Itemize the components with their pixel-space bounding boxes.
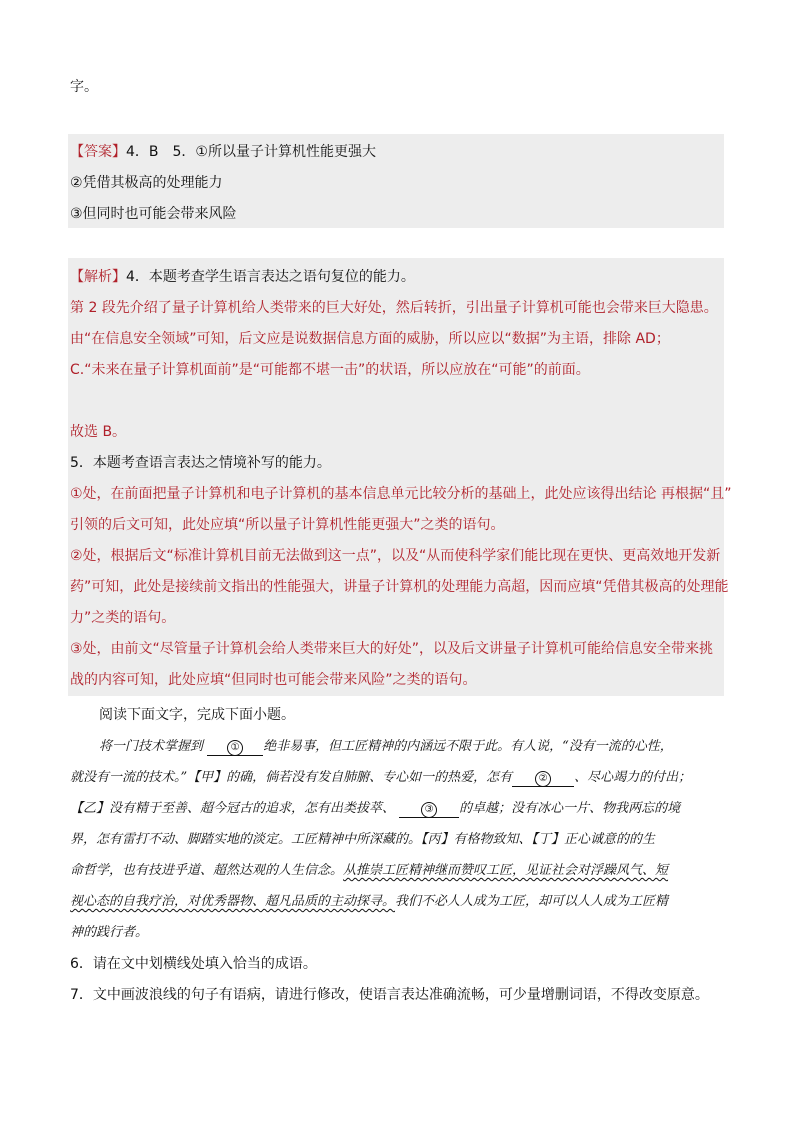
passage-text: 、尽心竭力的付出； bbox=[574, 770, 692, 785]
analysis-q5-p1-a: ①处，在前面把量子计算机和电子计算机的基本信息单元比较分析的基础上，此处应该得出结论 再根据“且” bbox=[70, 486, 732, 502]
passage-text: 的卓越；没有冰心一片、物我两忘的境 bbox=[459, 801, 681, 816]
analysis-q4-p2: 由“在信息安全领域”可知，后文应是说数据信息方面的威胁，所以应以“数据”为主语，排除 AD； bbox=[70, 331, 670, 347]
analysis-q4-conclusion: 故选 B。 bbox=[70, 424, 127, 440]
blank-3-number: ③ bbox=[421, 802, 437, 818]
wavy-sentence: 视心态的自我疗治，对优秀器物、超凡品质的主动探寻。 bbox=[70, 894, 396, 909]
passage-text: 命哲学，也有技进乎道、超然达观的人生信念。 bbox=[70, 863, 344, 878]
passage-line-4: 界，怎有雷打不动、脚踏实地的淡定。工匠精神中所深藏的。【丙】有格物致知、【丁】正心诚意的的生 bbox=[70, 832, 656, 847]
answer-line-2: ②凭借其极高的处理能力 bbox=[70, 175, 223, 191]
blank-1-number: ① bbox=[227, 740, 243, 756]
passage-line-1 bbox=[99, 737, 673, 757]
blank-1 bbox=[207, 737, 263, 756]
answer-tag: 【答案】 bbox=[70, 144, 126, 160]
blank-2 bbox=[512, 768, 574, 787]
analysis-q4-intro bbox=[70, 267, 415, 287]
passage-text: 【乙】没有精于至善、超今冠古的追求，怎有出类拔萃、 bbox=[70, 801, 396, 816]
passage-text: 我们不必人人成为工匠，却可以人人成为工匠精 bbox=[395, 894, 669, 909]
analysis-q5-intro: 5．本题考查语言表达之情境补写的能力。 bbox=[70, 455, 331, 471]
analysis-box bbox=[68, 258, 724, 696]
passage-line-3 bbox=[70, 799, 680, 819]
answer-line-3: ③但同时也可能会带来风险 bbox=[70, 206, 237, 222]
passage-text: 绝非易事，但工匠精神的内涵远不限于此。有人说，“没有一流的心性， bbox=[263, 739, 673, 754]
analysis-q4-intro-text: 4．本题考查学生语言表达之语句复位的能力。 bbox=[126, 269, 415, 285]
passage-line-6 bbox=[70, 892, 668, 912]
reading-instruction: 阅读下面文字，完成下面小题。 bbox=[99, 707, 295, 723]
continued-text: 字。 bbox=[70, 79, 98, 95]
analysis-q5-p2-a: ②处，根据后文“标准计算机目前无法做到这一点”，以及“从而使科学家们能比现在更快、更高效地开发新 bbox=[70, 548, 721, 564]
analysis-tag: 【解析】 bbox=[70, 269, 126, 285]
analysis-q5-p1-b: 引领的后文可知，此处应填“所以量子计算机性能更强大”之类的语句。 bbox=[70, 517, 505, 533]
blank-3 bbox=[399, 799, 459, 818]
blank-2-number: ② bbox=[535, 771, 551, 787]
analysis-q4-p1: 第 2 段先介绍了量子计算机给人类带来的巨大好处，然后转折，引出量子计算机可能也会带来巨大隐患。 bbox=[70, 300, 718, 316]
analysis-q5-p3-b: 战的内容可知，此处应填“但同时也可能会带来风险”之类的语句。 bbox=[70, 672, 477, 688]
analysis-q5-p2-b: 药”可知，此处是接续前文指出的性能强大，讲量子计算机的处理能力高超，因而应填“凭借其极高的处理能 bbox=[70, 579, 729, 595]
passage-line-2 bbox=[70, 768, 691, 788]
analysis-q5-p3-a: ③处，由前文“尽管量子计算机会给人类带来巨大的好处”，以及后文讲量子计算机可能给信息安全带来挑 bbox=[70, 641, 714, 657]
question-7: 7．文中画波浪线的句子有语病，请进行修改，使语言表达准确流畅，可少量增删词语，不得改变原意。 bbox=[70, 987, 709, 1003]
question-6: 6．请在文中划横线处填入恰当的成语。 bbox=[70, 956, 317, 972]
wavy-sentence: 从推崇工匠精神继而赞叹工匠，见证社会对浮躁风气、短 bbox=[343, 863, 669, 878]
analysis-q4-p3: C.“未来在量子计算机面前”是“可能都不堪一击”的状语，所以应放在“可能”的前面。 bbox=[70, 362, 590, 378]
passage-text: 将一门技术掌握到 bbox=[99, 739, 204, 754]
passage-text: 就没有一流的技术。”【甲】的确，倘若没有发自肺腑、专心如一的热爱，怎有 bbox=[70, 770, 513, 785]
analysis-q5-p2-c: 力”之类的语句。 bbox=[70, 610, 176, 626]
passage-line-5 bbox=[70, 861, 668, 881]
answer-text-1: 4．B 5．①所以量子计算机性能更强大 bbox=[126, 144, 376, 160]
answer-line-1 bbox=[70, 142, 376, 162]
passage-line-7: 神的践行者。 bbox=[70, 925, 149, 940]
